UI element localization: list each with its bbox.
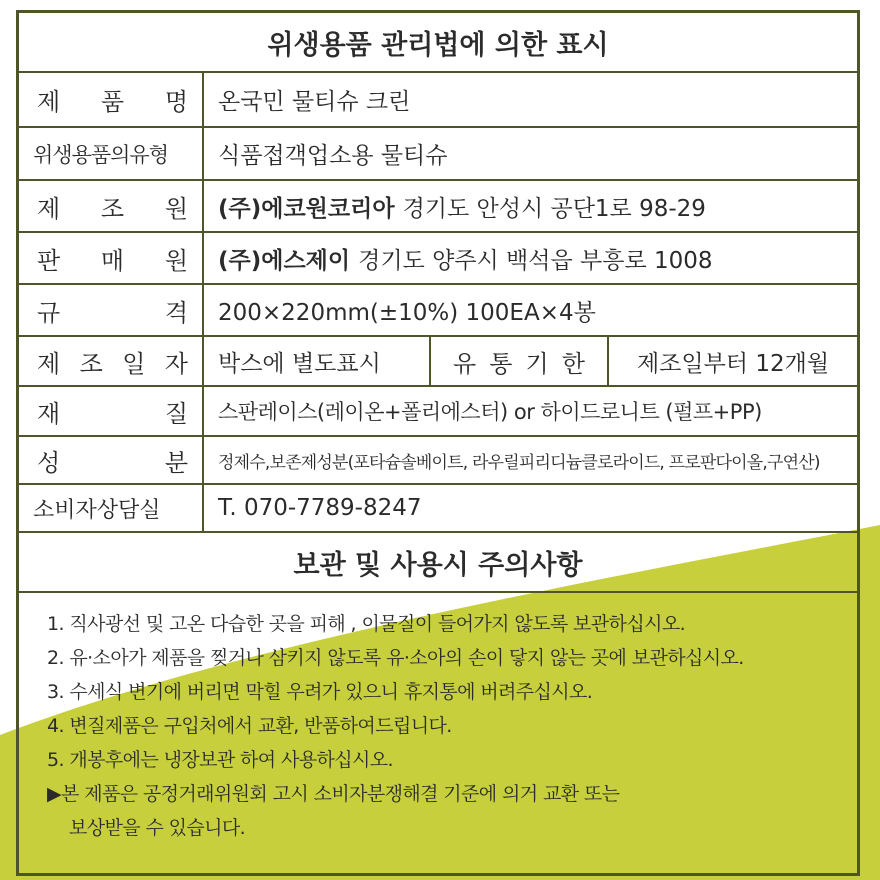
table-title: 위생용품 관리법에 의한 표시 <box>267 29 609 61</box>
row-product-name <box>19 73 857 128</box>
row-type <box>19 128 857 181</box>
label-manufacturer: 제 조 원 <box>19 181 204 231</box>
label-ingredients: 성 분 <box>19 437 204 483</box>
label-expiry: 유 통 기 한 <box>429 337 609 385</box>
note-item: 4. 변질제품은 구입처에서 교환, 반품하여드립니다. <box>47 715 452 737</box>
value-spec: 200×220mm(±10%) 100EA×4봉 <box>218 299 596 326</box>
note-item: 5. 개봉후에는 냉장보관 하여 사용하십시오. <box>47 749 393 771</box>
value-material: 스판레이스(레이온+폴리에스터) or 하이드로니트 (펄프+PP) <box>218 400 762 424</box>
row-manufacturer <box>19 181 857 233</box>
note-item: 2. 유·소아가 제품을 찢거나 삼키지 않도록 유·소아의 손이 닿지 않는 곳에 보관하십시오. <box>47 647 744 669</box>
note-item: ▶본 제품은 공정거래위원회 고시 소비자분쟁해결 기준에 의거 교환 또는 <box>47 783 620 805</box>
value-type: 식품접객업소용 물티슈 <box>218 143 448 169</box>
notes-header <box>19 533 857 593</box>
label-table <box>16 10 860 876</box>
row-spec <box>19 285 857 337</box>
label-material: 재 질 <box>19 387 204 435</box>
row-seller <box>19 233 857 285</box>
manufacturer-address: 경기도 안성시 공단1로 98-29 <box>402 195 706 222</box>
label-product-name: 제 품 명 <box>19 73 204 126</box>
seller-company: (주)에스제이 <box>218 247 351 274</box>
row-ingredients <box>19 437 857 485</box>
row-consumer-contact <box>19 485 857 533</box>
value-seller <box>204 233 857 283</box>
label-consumer-contact: 소비자상담실 <box>19 485 204 531</box>
value-ingredients: 정제수,보존제성분(포타슘솔베이트, 라우릴피리디늄클로라이드, 프로판다이올,구연산) <box>218 452 820 473</box>
label-spec: 규 격 <box>19 285 204 335</box>
notes-title: 보관 및 사용시 주의사항 <box>293 549 583 581</box>
value-consumer-contact: T. 070-7789-8247 <box>218 495 422 521</box>
value-mfg-date: 박스에 별도표시 <box>218 350 381 377</box>
label-type: 위생용품의유형 <box>19 128 204 179</box>
value-product-name: 온국민 물티슈 크린 <box>218 89 411 115</box>
note-item: 1. 직사광선 및 고온 다습한 곳을 피해 , 이물질이 들어가지 않도록 보관하십시오. <box>47 613 686 635</box>
label-mfg-date: 제 조 일 자 <box>19 337 204 385</box>
label-seller: 판 매 원 <box>19 233 204 283</box>
value-manufacturer <box>204 181 857 231</box>
note-item: 보상받을 수 있습니다. <box>69 817 246 839</box>
value-expiry: 제조일부터 12개월 <box>636 350 830 377</box>
seller-address: 경기도 양주시 백석읍 부흥로 1008 <box>358 247 713 274</box>
notes-list <box>19 593 857 873</box>
row-material <box>19 387 857 437</box>
table-header <box>19 13 857 73</box>
row-mfg-date <box>19 337 857 387</box>
note-item: 3. 수세식 변기에 버리면 막힐 우려가 있으니 휴지통에 버려주십시오. <box>47 681 593 703</box>
manufacturer-company: (주)에코원코리아 <box>218 195 395 222</box>
